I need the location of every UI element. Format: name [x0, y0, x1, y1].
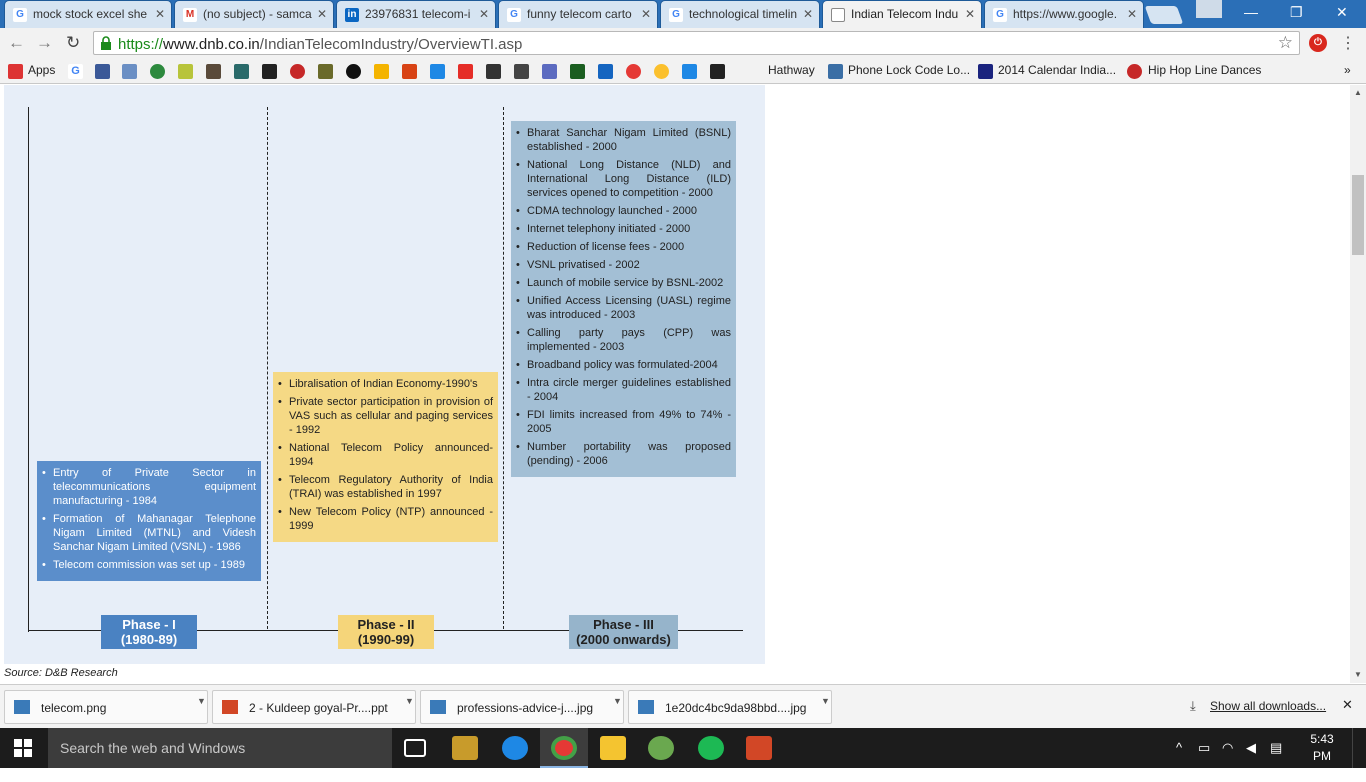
utorrent-icon[interactable]: [648, 736, 674, 760]
timeline-event: • National Long Distance (NLD) and International Long Distance (ILD) services opened to competition - 2000: [516, 158, 731, 200]
timeline-event: • New Telecom Policy (NTP) announced - 1999: [278, 505, 493, 533]
tab-mock-stock[interactable]: [4, 0, 172, 28]
url-text: https://www.dnb.co.in/IndianTelecomIndustry/OverviewTI.asp: [118, 36, 523, 53]
tab-label: Indian Telecom Indu: [851, 7, 959, 21]
close-icon[interactable]: ✕: [1126, 7, 1137, 21]
chrome-icon[interactable]: [551, 736, 577, 760]
bookmark-apps[interactable]: Apps: [28, 63, 56, 77]
tab-technological-timeline[interactable]: [660, 0, 820, 28]
tab-strip: [0, 0, 1366, 28]
telecom-timeline-diagram: [4, 85, 765, 664]
phase-divider: [503, 107, 504, 629]
tab-linkedin[interactable]: [336, 0, 496, 28]
bookmark-star-icon[interactable]: ☆: [1277, 33, 1293, 52]
bookmark-icon[interactable]: [654, 64, 669, 79]
tab-gmail[interactable]: [174, 0, 334, 28]
phase-divider: [267, 107, 268, 629]
tab-google[interactable]: [984, 0, 1144, 28]
tab-label: https://www.google.: [1013, 7, 1118, 21]
image-file-icon: [638, 700, 654, 714]
tab-label: funny telecom carto: [527, 7, 632, 21]
timeline-event: • National Telecom Policy announced- 1994: [278, 441, 493, 469]
timeline-event: • Reduction of license fees - 2000: [516, 240, 731, 254]
phase2-label: Phase - II (1990-99): [338, 615, 434, 649]
vertical-scrollbar[interactable]: [1350, 85, 1366, 683]
timeline-event: • Unified Access Licensing (UASL) regime was introduced - 2003: [516, 294, 731, 322]
bookmark-icon[interactable]: [598, 64, 613, 79]
image-file-icon: [430, 700, 446, 714]
facebook-icon[interactable]: [95, 64, 110, 79]
download-item[interactable]: 2 - Kuldeep goyal-Pr....ppt ▼: [212, 690, 416, 724]
phase1-label: Phase - I (1980-89): [101, 615, 197, 649]
google-icon: G: [507, 8, 521, 22]
timeline-event: • Private sector participation in provision of VAS such as cellular and paging services - 1992: [278, 395, 493, 437]
timeline-event: • CDMA technology launched - 2000: [516, 204, 731, 218]
tab-label: mock stock excel she: [33, 7, 148, 21]
timeline-y-axis: [28, 107, 29, 632]
bookmark-calendar[interactable]: 2014 Calendar India...: [998, 63, 1117, 77]
page-content: [0, 85, 1350, 683]
bookmark-icon[interactable]: [178, 64, 193, 79]
back-icon[interactable]: ←: [8, 33, 25, 52]
powerpoint-icon[interactable]: [746, 736, 772, 760]
close-icon[interactable]: ✕: [802, 7, 813, 21]
bookmark-icon[interactable]: [626, 64, 641, 79]
scroll-thumb[interactable]: [1352, 175, 1364, 255]
scroll-up-icon[interactable]: ▲: [1354, 88, 1362, 97]
tab-funny-telecom[interactable]: [498, 0, 658, 28]
phase2-box: [273, 372, 498, 542]
bookmark-icon[interactable]: [570, 64, 585, 79]
more-bookmarks-icon[interactable]: »: [1344, 63, 1351, 77]
bookmark-icon[interactable]: [542, 64, 557, 79]
close-icon[interactable]: ✕: [964, 7, 975, 21]
phase1-box: [37, 461, 261, 581]
close-icon[interactable]: ✕: [640, 7, 651, 21]
timeline-event: • Broadband policy was formulated-2004: [516, 358, 731, 372]
bookmark-icon: [828, 64, 843, 79]
bookmark-icon[interactable]: [318, 64, 333, 79]
download-item[interactable]: telecom.png ▼: [4, 690, 208, 724]
timeline-event: • Calling party pays (CPP) was implemented - 2003: [516, 326, 731, 354]
windows-icon[interactable]: [374, 64, 389, 79]
timeline-event: • Intra circle merger guidelines established - 2004: [516, 376, 731, 404]
timeline-event: • VSNL privatised - 2002: [516, 258, 731, 272]
bookmark-icon[interactable]: [262, 64, 277, 79]
lock-icon: [100, 36, 112, 50]
taskbar: [0, 728, 1366, 780]
bookmark-icon[interactable]: [290, 64, 305, 79]
timeline-event: • Number portability was proposed (pending) - 2006: [516, 440, 731, 468]
bookmark-icon[interactable]: [234, 64, 249, 79]
linkedin-icon: in: [345, 8, 359, 22]
bookmark-icon[interactable]: [346, 64, 361, 79]
phase3-label: Phase - III (2000 onwards): [569, 615, 678, 649]
reload-icon[interactable]: ↻: [66, 33, 81, 52]
show-desktop-button[interactable]: [1352, 728, 1366, 768]
timeline-event: • Entry of Private Sector in telecommunications equipment manufacturing - 1984: [42, 466, 256, 508]
close-icon[interactable]: ✕: [1342, 697, 1353, 712]
show-all-downloads-link[interactable]: Show all downloads...: [1210, 699, 1327, 713]
tab-label: (no subject) - samca: [203, 7, 312, 21]
bookmarks-bar: [0, 58, 1366, 84]
timeline-event: • Launch of mobile service by BSNL-2002: [516, 276, 731, 290]
bookmark-icon[interactable]: [710, 64, 725, 79]
download-item[interactable]: professions-advice-j....jpg ▼: [420, 690, 624, 724]
chevron-down-icon[interactable]: ▼: [613, 696, 622, 706]
forward-icon[interactable]: →: [36, 33, 53, 52]
file-explorer-icon[interactable]: [600, 736, 626, 760]
bookmark-icon[interactable]: [206, 64, 221, 79]
google-icon: G: [13, 8, 27, 22]
timeline-event: • Bharat Sanchar Nigam Limited (BSNL) established - 2000: [516, 126, 731, 154]
phase2-list: [278, 377, 493, 533]
bookmark-phone-lock[interactable]: Phone Lock Code Lo...: [848, 63, 971, 77]
apps-icon: [8, 64, 23, 79]
image-file-icon: [14, 700, 30, 714]
profile-icon[interactable]: [1196, 0, 1222, 18]
close-icon[interactable]: ✕: [478, 7, 489, 21]
minimize-icon[interactable]: —: [1244, 4, 1258, 20]
tab-label: 23976831 telecom-i: [365, 7, 471, 21]
page-icon: [831, 8, 845, 22]
timeline-event: • Telecom commission was set up - 1989: [42, 558, 256, 572]
gmail-icon: M: [183, 8, 197, 22]
ppt-file-icon: [222, 700, 238, 714]
bookmark-icon: [978, 64, 993, 79]
chevron-up-icon[interactable]: ^: [1176, 740, 1183, 755]
youtube-icon[interactable]: [458, 64, 473, 79]
phase3-box: [511, 121, 736, 477]
app-icon[interactable]: [452, 736, 478, 760]
google-icon: G: [993, 8, 1007, 22]
battery-icon[interactable]: ▭: [1198, 740, 1211, 755]
chevron-down-icon[interactable]: ▼: [197, 696, 206, 706]
bookmark-hathway[interactable]: Hathway: [768, 63, 815, 77]
phase3-list: [516, 126, 731, 468]
bookmark-icon[interactable]: [682, 64, 697, 79]
close-icon[interactable]: ✕: [316, 7, 327, 21]
bookmark-icon[interactable]: [122, 64, 137, 79]
download-item[interactable]: 1e20dc4bc9da98bbd....jpg ▼: [628, 690, 832, 724]
bookmark-icon: [1127, 64, 1142, 79]
bookmark-icon[interactable]: [486, 64, 501, 79]
edge-icon[interactable]: [502, 736, 528, 760]
chevron-down-icon[interactable]: ▼: [405, 696, 414, 706]
timeline-event: • FDI limits increased from 49% to 74% - 2005: [516, 408, 731, 436]
browser-toolbar: [0, 28, 1366, 58]
taskbar-search[interactable]: Search the web and Windows: [48, 728, 392, 768]
timeline-event: • Internet telephony initiated - 2000: [516, 222, 731, 236]
google-icon[interactable]: G: [68, 64, 83, 79]
volume-icon[interactable]: ◀: [1246, 740, 1256, 755]
close-icon[interactable]: ✕: [154, 7, 165, 21]
bookmark-hiphop[interactable]: Hip Hop Line Dances: [1148, 63, 1262, 77]
timeline-event: • Formation of Mahanagar Telephone Nigam Limited (MTNL) and Videsh Sanchar Nigam Limited (VSNL) - 1986: [42, 512, 256, 554]
bookmark-icon[interactable]: [402, 64, 417, 79]
window-close-icon[interactable]: ✕: [1336, 4, 1348, 20]
menu-icon[interactable]: ⋮: [1340, 35, 1356, 52]
bookmark-icon[interactable]: [430, 64, 445, 79]
timeline-event: • Libralisation of Indian Economy-1990's: [278, 377, 493, 391]
chevron-down-icon[interactable]: ▼: [821, 696, 830, 706]
windows-start-icon[interactable]: [14, 739, 32, 757]
bookmark-icon[interactable]: [514, 64, 529, 79]
new-tab-button[interactable]: [1145, 6, 1184, 24]
bookmark-icon[interactable]: [150, 64, 165, 79]
system-clock[interactable]: 5:43 PM 1/8/2016: [1300, 732, 1347, 780]
extension-icon[interactable]: ⏻: [1309, 34, 1327, 52]
downloads-bar: [0, 684, 1366, 728]
restore-icon[interactable]: ❐: [1290, 4, 1303, 20]
notification-icon[interactable]: ▤: [1270, 740, 1283, 755]
wifi-icon[interactable]: ◠: [1222, 740, 1234, 755]
tab-label: technological timelin: [689, 7, 798, 21]
source-note: Source: D&B Research: [4, 667, 118, 679]
timeline-event: • Telecom Regulatory Authority of India (TRAI) was established in 1997: [278, 473, 493, 501]
task-view-icon[interactable]: [404, 739, 426, 757]
scroll-down-icon[interactable]: ▼: [1354, 670, 1362, 679]
download-icon: ⤓: [1190, 698, 1196, 713]
tab-indian-telecom[interactable]: [822, 0, 982, 28]
address-bar[interactable]: [93, 31, 1300, 55]
google-icon: G: [669, 8, 683, 22]
spotify-icon[interactable]: [698, 736, 724, 760]
phase1-list: [42, 466, 256, 572]
